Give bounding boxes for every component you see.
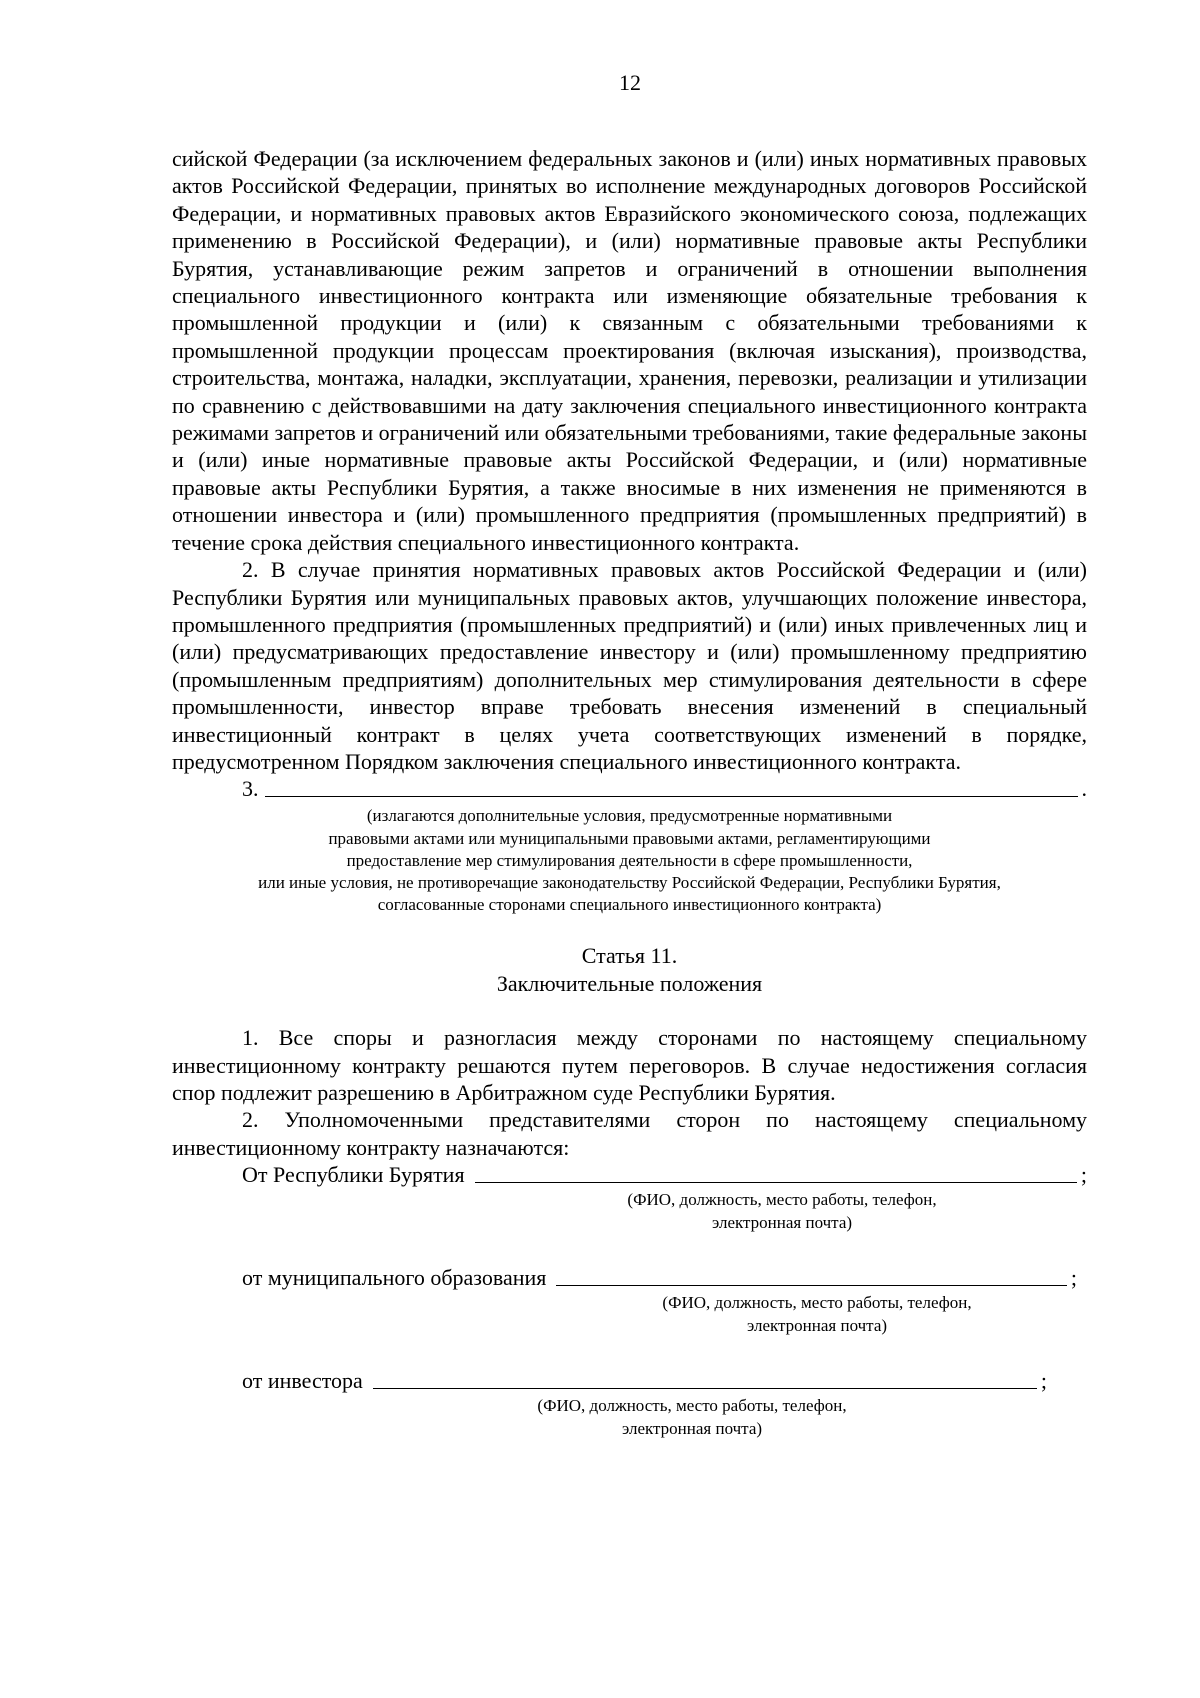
line-end-mark: ; — [1070, 1264, 1077, 1290]
article-title: Заключительные положения — [496, 970, 763, 996]
municipal-representative-line — [242, 1264, 1087, 1291]
note-line: предоставление мер стимулирования деятельности в сфере промышленности, — [346, 850, 913, 870]
paragraph-2: 2. В случае принятия нормативных правовых актов Российской Федерации и (или) Республики Бурятия или муниципальных правовых актов, улучшающих положение инвестора, промышленного предприятия (промышленных предприятий) и (или) иных привлеченных лиц и (или) предусматривающих предоставление инвестору и (или) промышленному предприятию (промышленным предприятиям) дополнительных мер стимулирования деятельности в сфере промышленности, инвестор вправе требовать внесения изменений в специальный инвестиционный контракт в целях учета соответствующих изменений в порядке, предусмотренном Порядком заключения специального инвестиционного контракта. — [172, 557, 1087, 774]
line-end-mark: ; — [1080, 1161, 1087, 1187]
republic-label: От Республики Бурятия — [242, 1161, 465, 1187]
hint-line: электронная почта) — [711, 1213, 853, 1233]
paragraph-3-blank-line — [242, 775, 1087, 802]
republic-fill-line — [475, 1181, 1077, 1183]
investor-label: от инвестора — [242, 1367, 363, 1393]
note-line: (излагаются дополнительные условия, предусмотренные нормативными — [366, 806, 893, 826]
hint-line: электронная почта) — [621, 1419, 763, 1439]
page-number: 12 — [619, 70, 641, 95]
document-body — [172, 145, 1087, 1440]
investor-fill-line — [373, 1387, 1037, 1389]
hint-line: (ФИО, должность, место работы, телефон, — [627, 1190, 937, 1210]
municipal-label: от муниципального образования — [242, 1264, 547, 1290]
article-number: Статья 11. — [581, 943, 678, 969]
paragraph-3-note — [172, 805, 1087, 916]
note-line: согласованные сторонами специального инвестиционного контракта) — [377, 895, 882, 915]
hint-line: (ФИО, должность, место работы, телефон, — [662, 1293, 972, 1313]
investor-hint — [482, 1394, 902, 1440]
article-paragraph-1: 1. Все споры и разногласия между сторонами по настоящему специальному инвестиционному контракту решаются путем переговоров. В случае недостижения согласия спор подлежит разрешению в Арбитражном суде Республики Бурятия. — [172, 1025, 1087, 1105]
paragraph-3-number: 3. — [242, 775, 259, 801]
municipal-fill-line — [556, 1284, 1066, 1286]
republic-hint — [572, 1188, 992, 1234]
paragraph-3-end: . — [1081, 775, 1087, 801]
article-paragraph-2: 2. Уполномоченными представителями сторон по настоящему специальному инвестиционному контракту назначаются: — [172, 1107, 1087, 1160]
note-line: или иные условия, не противоречащие законодательству Российской Федерации, Республики Бурятия, — [258, 872, 1001, 892]
investor-representative-line — [242, 1367, 1087, 1394]
municipal-hint — [607, 1291, 1027, 1337]
hint-line: (ФИО, должность, место работы, телефон, — [537, 1396, 847, 1416]
line-end-mark: ; — [1040, 1367, 1047, 1393]
republic-representative-line — [242, 1161, 1087, 1188]
fill-in-line — [265, 795, 1078, 797]
note-line: правовыми актами или муниципальными правовыми актами, регламентирующими — [328, 828, 931, 848]
hint-line: электронная почта) — [746, 1316, 888, 1336]
article-heading — [172, 942, 1087, 997]
paragraph-continuation: сийской Федерации (за исключением федеральных законов и (или) иных нормативных правовых актов Российской Федерации, принятых во исполнение международных договоров Российской Федерации, и нормативных правовых актов Евразийского экономического союза, подлежащих применению в Российской Федерации), и (или) нормативные правовые акты Республики Бурятия, устанавливающие режим запретов и ограничений в отношении выполнения специального инвестиционного контракта или изменяющие обязательные требования к промышленной продукции и (или) к связанным с обязательными требованиями к промышленной продукции процессам проектирования (включая изыскания), производства, строительства, монтажа, наладки, эксплуатации, хранения, перевозки, реализации и утилизации по сравнению с действовавшими на дату заключения специального инвестиционного контракта режимами запретов и ограничений или обязательными требованиями, такие федеральные законы и (или) иные нормативные правовые акты Российской Федерации, и (или) нормативные правовые акты Республики Бурятия, а также вносимые в них изменения не применяются в отношении инвестора и (или) промышленного предприятия (промышленных предприятий) в течение срока действия специального инвестиционного контракта. — [172, 146, 1087, 555]
